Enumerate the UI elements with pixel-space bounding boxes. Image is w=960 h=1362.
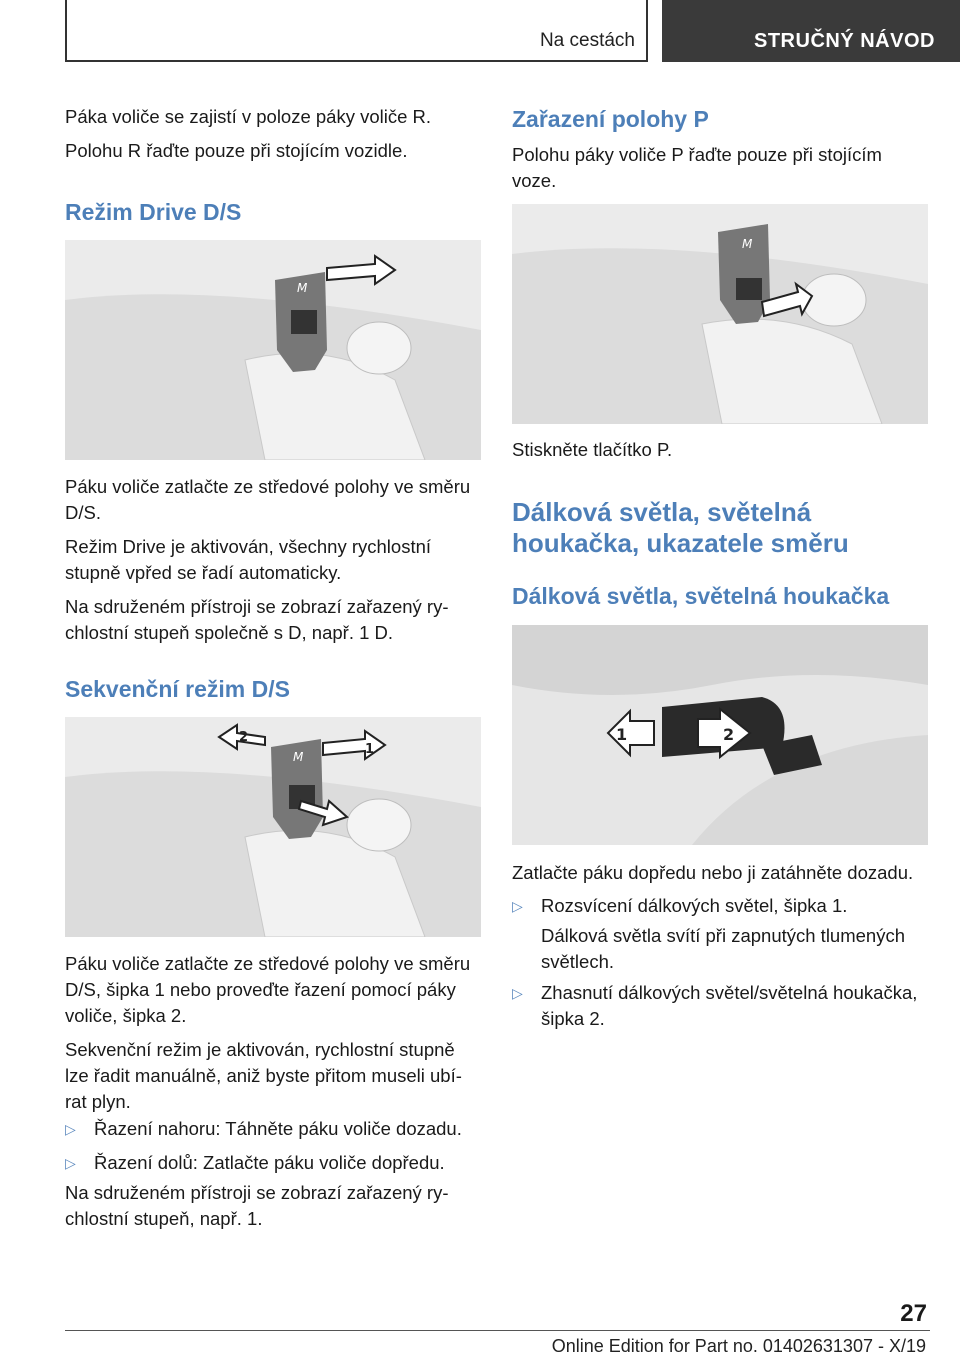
figure-logo-text: M [742, 237, 753, 251]
list-item-text: Zhasnutí dálkových světel/světelná houkačka, šipka 2. [541, 982, 918, 1029]
list-item-text: Řazení dolů: Zatlačte páku voliče dopředu. [94, 1152, 445, 1173]
footer-divider [65, 1330, 930, 1331]
figure-arrow-label-2: 2 [239, 730, 249, 745]
paragraph: Páka voliče se zajistí v poloze páky voliče R. [65, 106, 432, 127]
heading-lights: Dálková světla, světelná houkačka, ukazatele směru [512, 497, 849, 558]
figure-arrow-label-1: 1 [616, 725, 628, 744]
page-number: 27 [900, 1300, 927, 1327]
bullet-triangle-icon: ▷ [65, 1155, 76, 1171]
figure-drive-mode [65, 240, 481, 460]
bullet-triangle-icon: ▷ [512, 898, 523, 914]
footer-edition: Online Edition for Part no. 01402631307 - X/19 [551, 1336, 926, 1356]
paragraph: Stiskněte tlačítko P. [512, 439, 673, 460]
paragraph: Sekvenční režim je aktivován, rychlostní stupně lze řadit manuálně, aniž byste přitom museli ubí‐rat plyn. [65, 1039, 462, 1112]
heading-drive-mode: Režim Drive D/S [65, 199, 242, 225]
header-tab-quick-guide: STRUČNÝ NÁVOD [662, 0, 960, 62]
paragraph: Zatlačte páku dopředu nebo ji zatáhněte dozadu. [512, 862, 914, 883]
paragraph: Páku voliče zatlačte ze středové polohy ve směru D/S, šipka 1 nebo proveďte řazení pomocí páky voliče, šipka 2. [65, 953, 471, 1026]
paragraph: Na sdruženém přístroji se zobrazí zařazený ry‐chlostní stupeň, např. 1. [65, 1182, 449, 1229]
list-item-subtext: Dálková světla svítí při zapnutých tlumených světlech. [541, 925, 905, 972]
figure-park-button [512, 204, 928, 424]
heading-sequential-mode: Sekvenční režim D/S [65, 676, 290, 702]
list-item [65, 1116, 481, 1142]
figure-arrow-label-1: 1 [365, 742, 375, 757]
figure-arrow-label-2: 2 [723, 725, 735, 744]
bullet-triangle-icon: ▷ [65, 1121, 76, 1137]
figure-logo-text: M [297, 281, 308, 295]
list-item-text: Rozsvícení dálkových světel, šipka 1. [541, 895, 848, 916]
figure-sequential-mode [65, 717, 481, 937]
figure-logo-text: M [293, 750, 304, 764]
figure-high-beam-lever [512, 625, 928, 845]
bullet-triangle-icon: ▷ [512, 985, 523, 1001]
paragraph: Na sdruženém přístroji se zobrazí zařazený ry‐chlostní stupeň společně s D, např. 1 D. [65, 596, 449, 643]
paragraph: Polohu páky voliče P řaďte pouze při stojícím voze. [512, 144, 882, 191]
header-section-title: Na cestách [539, 30, 635, 51]
paragraph: Režim Drive je aktivován, všechny rychlostní stupně vpřed se řadí automaticky. [65, 536, 432, 583]
list-item-sub [512, 923, 928, 975]
list-item-text: Řazení nahoru: Táhněte páku voliče dozadu. [94, 1118, 462, 1139]
heading-park-position: Zařazení polohy P [512, 106, 709, 132]
paragraph: Páku voliče zatlačte ze středové polohy ve směru D/S. [65, 476, 471, 523]
list-item [512, 893, 928, 919]
heading-high-beam: Dálková světla, světelná houkačka [512, 583, 890, 609]
paragraph: Polohu R řaďte pouze při stojícím vozidle. [65, 140, 408, 161]
list-item [512, 980, 928, 1032]
list-item [65, 1150, 481, 1176]
